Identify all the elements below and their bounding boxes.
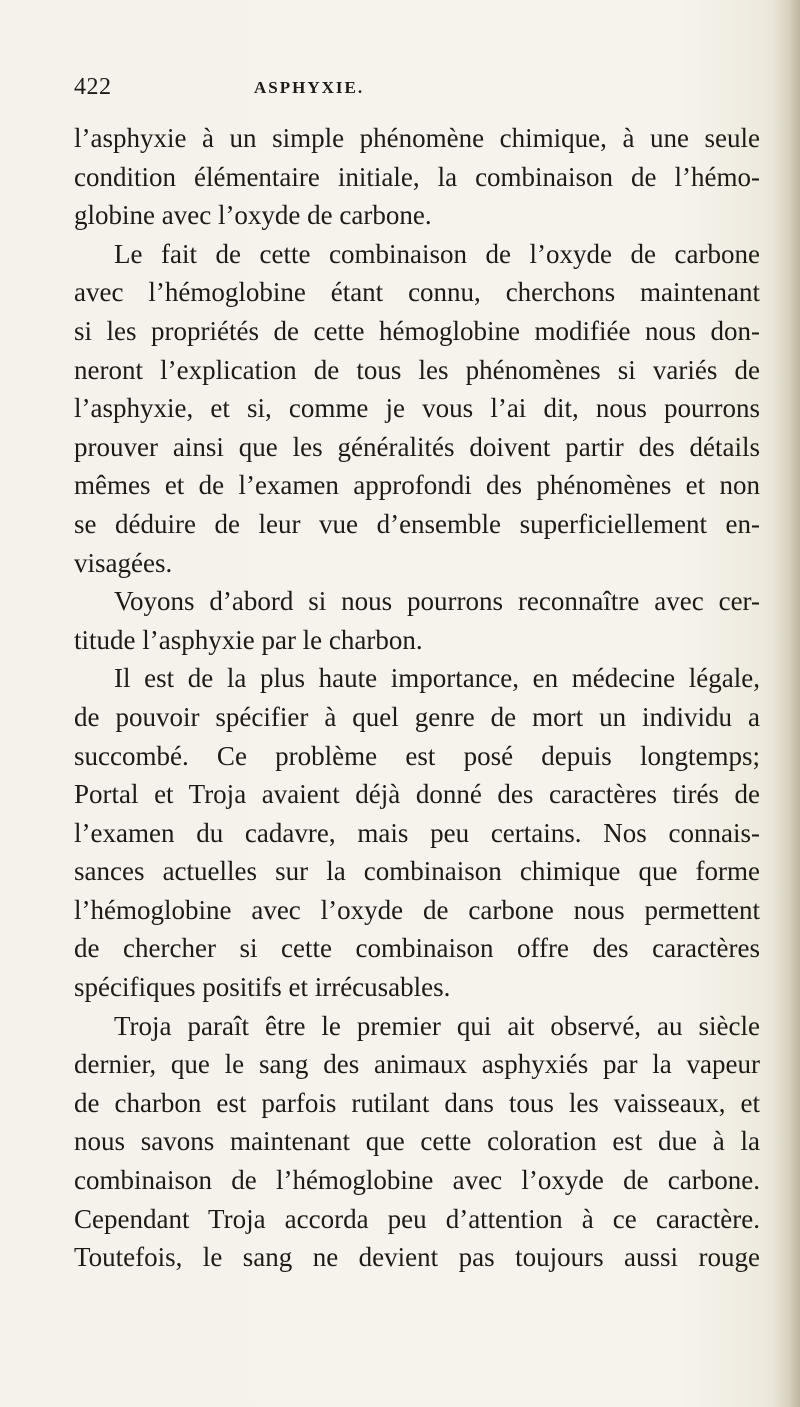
text-line: Voyons d’abord si nous pourrons reconnaître avec cer- [114,586,760,617]
text-line: nous savons maintenant que cette coloration est due à la [74,1126,760,1157]
text-line: de chercher si cette combinaison offre des caractères [74,933,760,964]
text-line: dernier, que le sang des animaux asphyxiés par la vapeur [74,1049,760,1080]
text-line: Le fait de cette combinaison de l’oxyde de carbone [114,238,760,269]
text-line: prouver ainsi que les généralités doivent partir des détails [74,431,760,462]
text-line: neront l’explication de tous les phénomènes si variés de [74,354,760,385]
text-line: sances actuelles sur la combinaison chimique que forme [74,856,760,887]
text-line: l’asphyxie à un simple phénomène chimique, à une seule [74,123,760,153]
text-line: spécifiques positifs et irrécusables. [74,972,451,1003]
text-line: succombé. Ce problème est posé depuis longtemps; [74,740,760,771]
page-edge-shadow [772,0,800,1407]
text-line: de charbon est parfois rutilant dans tous les vaisseaux, et [74,1087,760,1118]
text-line: Il est de la plus haute importance, en médecine légale, [114,663,760,694]
text-line: avec l’hémoglobine étant connu, cherchons maintenant [74,277,760,308]
text-line: visagées. [74,547,173,578]
page-number: 422 [74,74,112,100]
text-line: Troja paraît être le premier qui ait observé, au siècle [114,1010,760,1041]
text-line: l’hémoglobine avec l’oxyde de carbone nous permettent [74,894,760,925]
text-line: Toutefois, le sang ne devient pas toujours aussi rouge [74,1242,760,1273]
page-header [74,74,754,114]
text-line: titude l’asphyxie par le charbon. [74,624,423,655]
text-line: combinaison de l’hémoglobine avec l’oxyde de carbone. [74,1165,760,1196]
text-line: condition élémentaire initiale, la combinaison de l’hémo- [74,161,760,192]
text-line: se déduire de leur vue d’ensemble superficiellement en- [74,508,760,539]
text-line: si les propriétés de cette hémoglobine modifiée nous don- [74,315,760,346]
text-line: Portal et Troja avaient déjà donné des caractères tirés de [74,779,760,810]
text-line: mêmes et de l’examen approfondi des phénomènes et non [74,470,760,501]
text-line: l’asphyxie, et si, comme je vous l’ai dit, nous pourrons [74,393,760,424]
text-line: globine avec l’oxyde de carbone. [74,200,432,231]
text-line: Cependant Troja accorda peu d’attention à ce caractère. [74,1203,760,1234]
text-line: l’examen du cadavre, mais peu certains. Nos connais- [74,817,760,848]
body-text [74,119,760,1277]
text-line: de pouvoir spécifier à quel genre de mort un individu a [74,701,760,732]
running-head: ASPHYXIE. [254,78,365,97]
